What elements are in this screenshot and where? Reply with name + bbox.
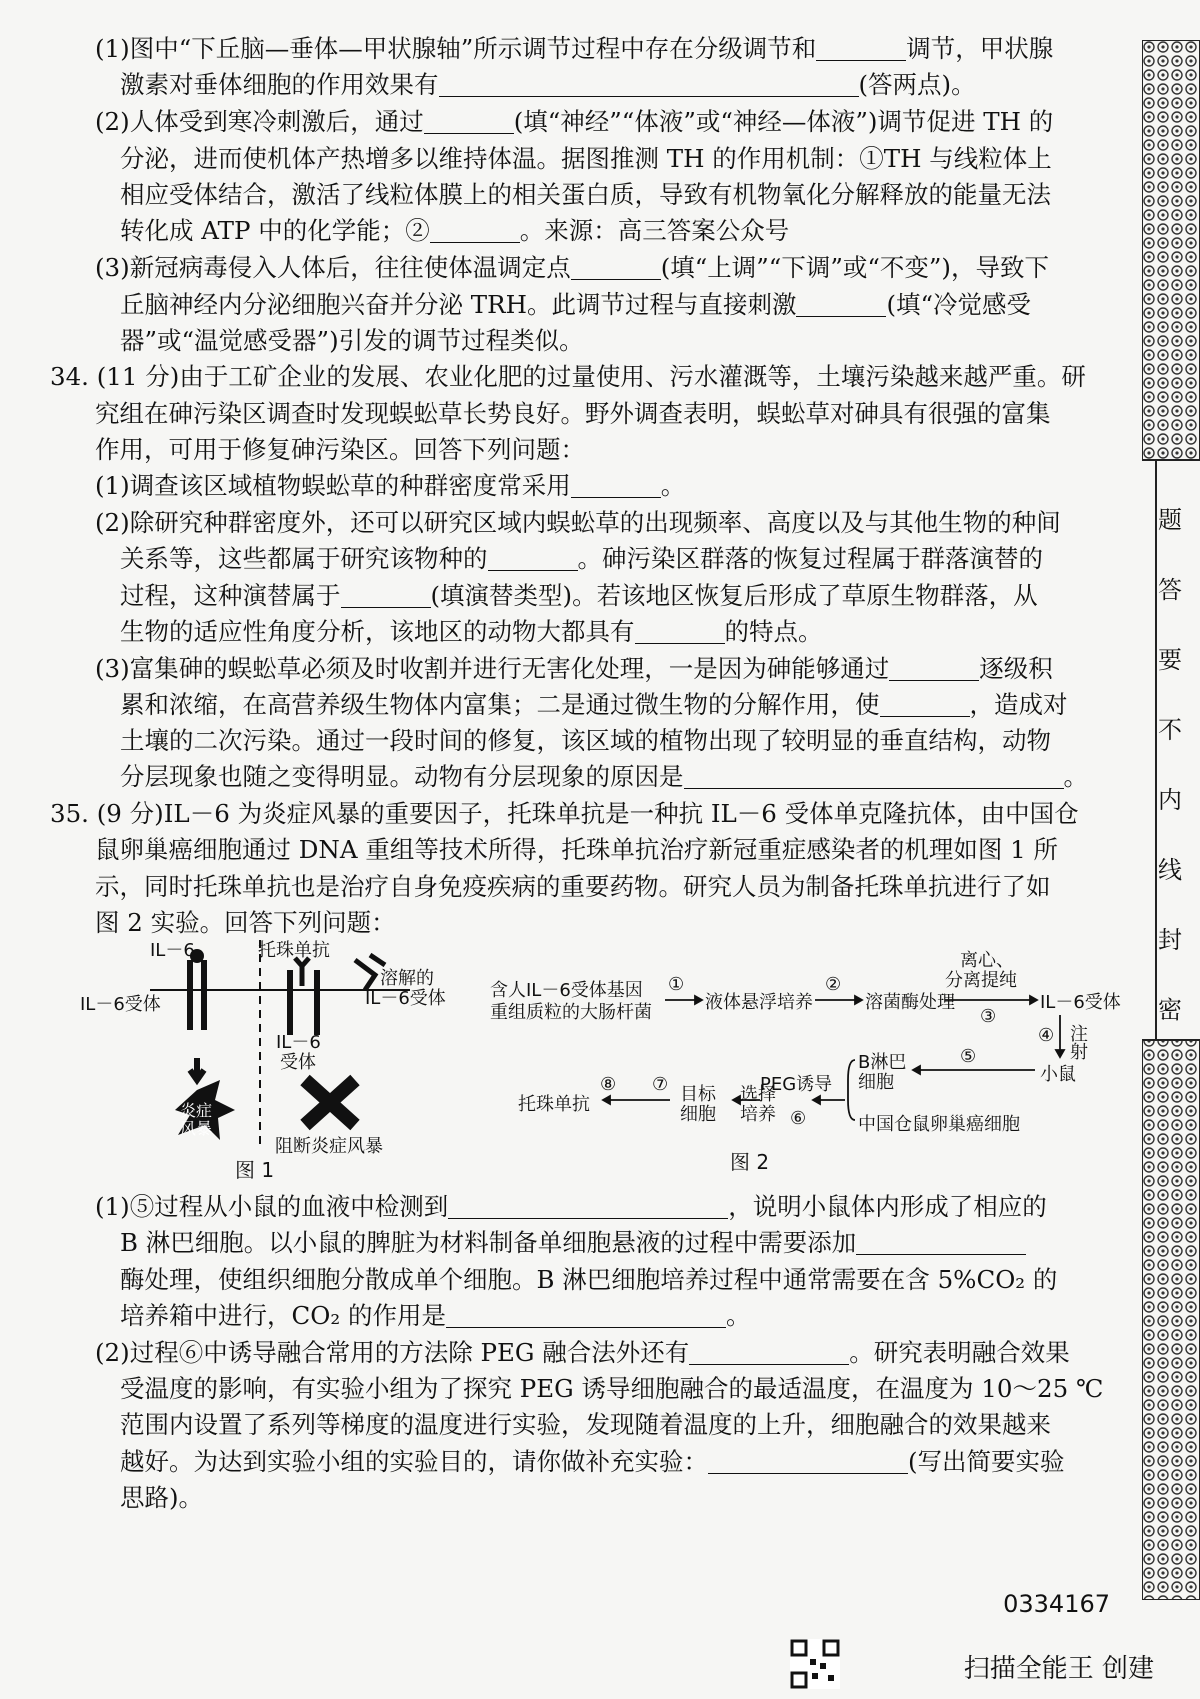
step-6: ⑥ bbox=[790, 1108, 807, 1129]
label-il6-receptor: IL－6受体 bbox=[1040, 992, 1121, 1013]
label-block: 阻断炎症风暴 bbox=[275, 1136, 383, 1157]
step-3: ③ bbox=[980, 1006, 997, 1027]
q34-line-2: 究组在砷污染区调查时发现蜈蚣草长势良好。野外调查表明，蜈蚣草对砷具有很强的富集 bbox=[95, 399, 1051, 428]
q33-line-2: 激素对垂体细胞的作用效果有 (答两点)。 bbox=[120, 70, 976, 99]
label-dissolved-b: IL－6受体 bbox=[365, 988, 446, 1009]
q34-line-12: 分层现象也随之变得明显。动物有分层现象的原因是 。 bbox=[120, 762, 1088, 791]
q34-line-6: 关系等，这些都属于研究该物种的 。砷污染区群落的恢复过程属于群落演替的 bbox=[120, 544, 1043, 573]
figure-1-caption: 图 1 bbox=[235, 1158, 275, 1182]
label-centrifuge-a: 离心、 bbox=[960, 950, 1014, 971]
label-dissolved-a: 溶解的 bbox=[380, 968, 434, 989]
label-ecoli-b: 重组质粒的大肠杆菌 bbox=[490, 1002, 652, 1023]
q34-line-1: 34. (11 分)由于工矿企业的发展、农业化肥的过量使用、污水灌溉等，土壤污染越来越严重。研 bbox=[50, 362, 1086, 391]
step-2: ② bbox=[825, 974, 842, 995]
q33-line-7: (3)新冠病毒侵入人体后，往往使体温调定点 (填“上调”“下调”或“不变”)，导致下 bbox=[95, 253, 1049, 282]
label-il6: IL－6 bbox=[150, 940, 195, 961]
scanner-watermark: 扫描全能王 创建 bbox=[963, 1654, 1154, 1684]
q35-line-5: (1)⑤过程从小鼠的血液中检测到 ，说明小鼠体内形成了相应的 bbox=[95, 1192, 1047, 1221]
label-target-b: 细胞 bbox=[680, 1104, 716, 1125]
antibody-shape bbox=[295, 958, 309, 986]
q34-line-11: 土壤的二次污染。通过一段时间的修复，该区域的植物出现了较明显的垂直结构，动物 bbox=[120, 726, 1051, 755]
label-product: 托珠单抗 bbox=[518, 1094, 590, 1115]
arrow-down bbox=[190, 1058, 204, 1080]
q34-line-5: (2)除研究种群密度外，还可以研究区域内蜈蚣草的出现频率、高度以及与其他生物的种间 bbox=[95, 508, 1061, 537]
q35-line-10: 受温度的影响，有实验小组为了探究 PEG 诱导细胞融合的最适温度，在温度为 10～25 ℃ bbox=[120, 1374, 1104, 1403]
figure-2 bbox=[490, 930, 1130, 1174]
label-select-b: 培养 bbox=[740, 1104, 776, 1125]
side-char-2: 答 bbox=[1158, 576, 1182, 604]
label-receptor-b: 受体 bbox=[280, 1052, 316, 1073]
step-1: ① bbox=[668, 974, 685, 995]
q33-line-6: 转化成 ATP 中的化学能；② 。来源：高三答案公众号 bbox=[120, 216, 790, 245]
step-4: ④ bbox=[1038, 1025, 1055, 1046]
figure-1 bbox=[80, 940, 480, 1182]
q34-line-7: 过程，这种演替属于 (填演替类型)。若该地区恢复后形成了草原生物群落，从 bbox=[120, 581, 1038, 610]
step-7: ⑦ bbox=[652, 1074, 669, 1095]
q33-line-8: 丘脑神经内分泌细胞兴奋并分泌 TRH。此调节过程与直接刺激 (填“冷觉感受 bbox=[120, 290, 1032, 319]
qr-code-icon bbox=[790, 1639, 840, 1689]
label-ecoli-a: 含人IL－6受体基因 bbox=[490, 980, 643, 1001]
decorative-border bbox=[1142, 40, 1200, 1600]
q35-line-9: (2)过程⑥中诱导融合常用的方法除 PEG 融合法外还有 。研究表明融合效果 bbox=[95, 1338, 1070, 1367]
q34-line-9: (3)富集砷的蜈蚣草必须及时收割并进行无害化处理，一是因为砷能够通过 逐级积 bbox=[95, 654, 1053, 683]
label-select-a: 选择 bbox=[740, 1084, 776, 1105]
q35-line-12: 越好。为达到实验小组的实验目的，请你做补充实验： (写出简要实验 bbox=[120, 1447, 1065, 1476]
q35-line-1: 35. (9 分)IL－6 为炎症风暴的重要因子，托珠单抗是一种抗 IL－6 受体单克隆抗体，由中国仓 bbox=[50, 799, 1079, 828]
q33-line-3: (2)人体受到寒冷刺激后，通过 (填“神经”“体液”或“神经—体液”)调节促进 TH 的 bbox=[95, 107, 1054, 136]
q33-line-4: 分泌，进而使机体产热增多以维持体温。据图推测 TH 的作用机制：①TH 与线粒体上 bbox=[120, 144, 1052, 173]
page-code: 0334167 bbox=[1003, 1590, 1110, 1618]
label-peg: PEG诱导 bbox=[760, 1074, 833, 1095]
q33-line-1: (1)图中“下丘脑—垂体—甲状腺轴”所示调节过程中存在分级调节和 调节，甲状腺 bbox=[95, 34, 1054, 63]
label-inject-b: 射 bbox=[1070, 1042, 1088, 1063]
side-char-7: 封 bbox=[1158, 926, 1182, 954]
figure-2-caption: 图 2 bbox=[730, 1150, 770, 1174]
step-8: ⑧ bbox=[600, 1074, 617, 1095]
label-target-a: 目标 bbox=[680, 1084, 716, 1105]
q35-line-4: 图 2 实验。回答下列问题： bbox=[95, 908, 396, 937]
q35-line-13: 思路)。 bbox=[120, 1483, 204, 1512]
side-char-1: 题 bbox=[1158, 506, 1182, 534]
label-bcell-a: B淋巴 bbox=[858, 1052, 907, 1073]
q33-line-9: 器”或“温觉感受器”)引发的调节过程类似。 bbox=[120, 326, 584, 355]
label-bcell-b: 细胞 bbox=[858, 1072, 894, 1093]
figure-2-drawing bbox=[490, 930, 1130, 1170]
q35-line-2: 鼠卵巢癌细胞通过 DNA 重组等技术所得，托珠单抗治疗新冠重症感染者的机理如图 1 所 bbox=[95, 835, 1059, 864]
q35-line-8: 培养箱中进行，CO₂ 的作用是 。 bbox=[120, 1301, 751, 1330]
label-il6-receptor: IL－6受体 bbox=[80, 994, 161, 1015]
side-char-5: 内 bbox=[1158, 786, 1182, 814]
side-char-6: 线 bbox=[1158, 856, 1182, 884]
label-antibody: 托珠单抗 bbox=[258, 940, 330, 961]
label-lysozyme: 溶菌酶处理 bbox=[865, 992, 955, 1013]
label-mouse: 小鼠 bbox=[1040, 1064, 1076, 1085]
block-x bbox=[305, 1080, 355, 1125]
q35-line-11: 范围内设置了系列等梯度的温度进行实验，发现随着温度的上升，细胞融合的效果越来 bbox=[120, 1410, 1051, 1439]
q34-line-10: 累和浓缩，在高营养级生物体内富集；二是通过微生物的分解作用，使 ，造成对 bbox=[120, 690, 1068, 719]
label-cho-cells: 中国仓鼠卵巢癌细胞 bbox=[858, 1114, 1020, 1135]
q34-line-3: 作用，可用于修复砷污染区。回答下列问题： bbox=[95, 435, 585, 464]
label-centrifuge-b: 分离提纯 bbox=[945, 970, 1017, 991]
label-inject-a: 注 bbox=[1070, 1024, 1088, 1045]
bracket bbox=[848, 1060, 855, 1120]
il6-receptor-shape bbox=[190, 960, 204, 1030]
q34-line-8: 生物的适应性角度分析，该地区的动物大都具有 的特点。 bbox=[120, 617, 823, 646]
side-char-4: 不 bbox=[1158, 716, 1182, 744]
label-storm-b: 风暴 bbox=[180, 1119, 213, 1138]
q35-line-7: 酶处理，使组织细胞分散成单个细胞。B 淋巴细胞培养过程中通常需要在含 5%CO₂ 的 bbox=[120, 1265, 1058, 1294]
side-char-3: 要 bbox=[1158, 646, 1182, 674]
label-liquid-culture: 液体悬浮培养 bbox=[705, 992, 813, 1013]
q34-line-4: (1)调查该区域植物蜈蚣草的种群密度常采用 。 bbox=[95, 471, 686, 500]
label-receptor-a: IL－6 bbox=[276, 1032, 321, 1053]
q35-line-3: 示，同时托珠单抗也是治疗自身免疫疾病的重要药物。研究人员为制备托珠单抗进行了如 bbox=[95, 872, 1051, 901]
q33-line-5: 相应受体结合，激活了线粒体膜上的相关蛋白质，导致有机物氧化分解释放的能量无法 bbox=[120, 180, 1051, 209]
q35-line-6: B 淋巴细胞。以小鼠的脾脏为材料制备单细胞悬液的过程中需要添加 bbox=[120, 1224, 1026, 1262]
side-char-8: 密 bbox=[1158, 996, 1182, 1024]
label-storm-a: 炎症 bbox=[180, 1101, 213, 1120]
step-5: ⑤ bbox=[960, 1046, 977, 1067]
